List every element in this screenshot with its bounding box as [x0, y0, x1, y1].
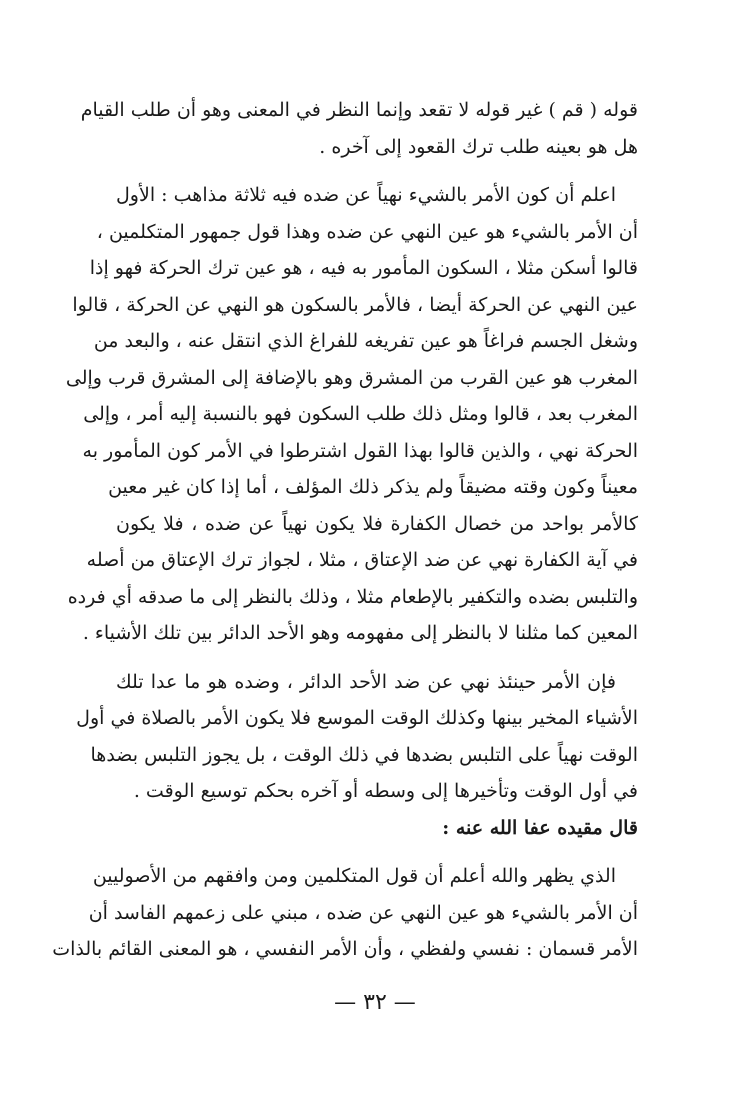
text-line: الذي يظهر والله أعلم أن قول المتكلمين ومن وافقهم من الأصوليين — [92, 865, 616, 887]
text-line: كالأمر بواحد من خصال الكفارة فلا يكون نهياً عن ضده ، فلا يكون — [116, 512, 638, 535]
text-line: أن الأمر بالشيء هو عين النهي عن ضده وهذا قول جمهور المتكلمين ، — [96, 220, 638, 243]
paragraph-4 — [52, 858, 638, 968]
text-line: والتلبس بضده والتكفير بالإطعام مثلا ، وذلك بالنظر إلى ما صدقه أي فرده — [67, 585, 638, 608]
text-line: وشغل الجسم فراغاً هو عين تفريغه للفراغ الذي انتقل عنه ، والبعد من — [93, 330, 638, 352]
paragraph-2 — [65, 177, 638, 652]
paragraph-3 — [76, 664, 638, 810]
paragraph-1 — [80, 92, 638, 165]
text-line: الحركة نهي ، والذين قالوا بهذا القول اشترطوا في الأمر كون المأمور به — [82, 439, 638, 462]
text-line: الوقت نهياً على التلبس بضدها في ذلك الوقت ، بل يجوز التلبس بضدها — [90, 743, 638, 766]
text-line: قوله ( قم ) غير قوله لا تقعد وإنما النظر في المعنى وهو أن طلب القيام — [80, 99, 638, 121]
text-line: الأمر قسمان : نفسي ولفظي ، وأن الأمر النفسي ، هو المعنى القائم بالذات — [52, 938, 638, 960]
text-line: معيناً وكون وقته مضيقاً ولم يذكر ذلك المؤلف ، أما إذا كان غير معين — [108, 476, 638, 498]
text-line: هل هو بعينه طلب ترك القعود إلى آخره . — [319, 135, 638, 158]
page-body — [52, 92, 638, 968]
text-line: المعين كما مثلنا لا بالنظر إلى مفهومه وهو الأحد الدائر بين تلك الأشياء . — [82, 622, 638, 644]
section-heading: قال مقيده عفا الله عنه : — [442, 816, 638, 839]
text-line: المغرب هو عين القرب من المشرق وهو بالإضافة إلى المشرق قرب وإلى — [65, 366, 638, 389]
text-line: المغرب بعد ، قالوا ومثل ذلك طلب السكون فهو بالنسبة إليه أمر ، وإلى — [83, 403, 638, 425]
page-number: — ٣٢ — — [334, 990, 416, 1015]
text-line: الأشياء المخير بينها وكذلك الوقت الموسع فلا يكون الأمر بالصلاة في أول — [76, 707, 638, 729]
text-line: اعلم أن كون الأمر بالشيء نهياً عن ضده فيه ثلاثة مذاهب : الأول — [116, 184, 616, 206]
text-line: في أول الوقت وتأخيرها إلى وسطه أو آخره بحكم توسيع الوقت . — [133, 780, 638, 802]
text-line: عين النهي عن الحركة أيضا ، فالأمر بالسكون هو النهي عن الحركة ، قالوا — [72, 293, 638, 316]
text-line: قالوا أسكن مثلا ، السكون المأمور به فيه ، هو عين ترك الحركة فهو إذا — [89, 257, 638, 279]
text-line: أن الأمر بالشيء هو عين النهي عن ضده ، مبني على زعمهم الفاسد أن — [88, 901, 638, 924]
text-line: في آية الكفارة نهي عن ضد الإعتاق ، مثلا ، لجواز ترك الإعتاق من أصله — [86, 549, 638, 571]
paragraph-gap — [116, 165, 638, 177]
paragraph-gap — [116, 652, 638, 664]
text-line: فإن الأمر حينئذ نهي عن ضد الأحد الدائر ، وضده هو ما عدا تلك — [116, 670, 616, 693]
paragraph-gap — [116, 846, 638, 858]
